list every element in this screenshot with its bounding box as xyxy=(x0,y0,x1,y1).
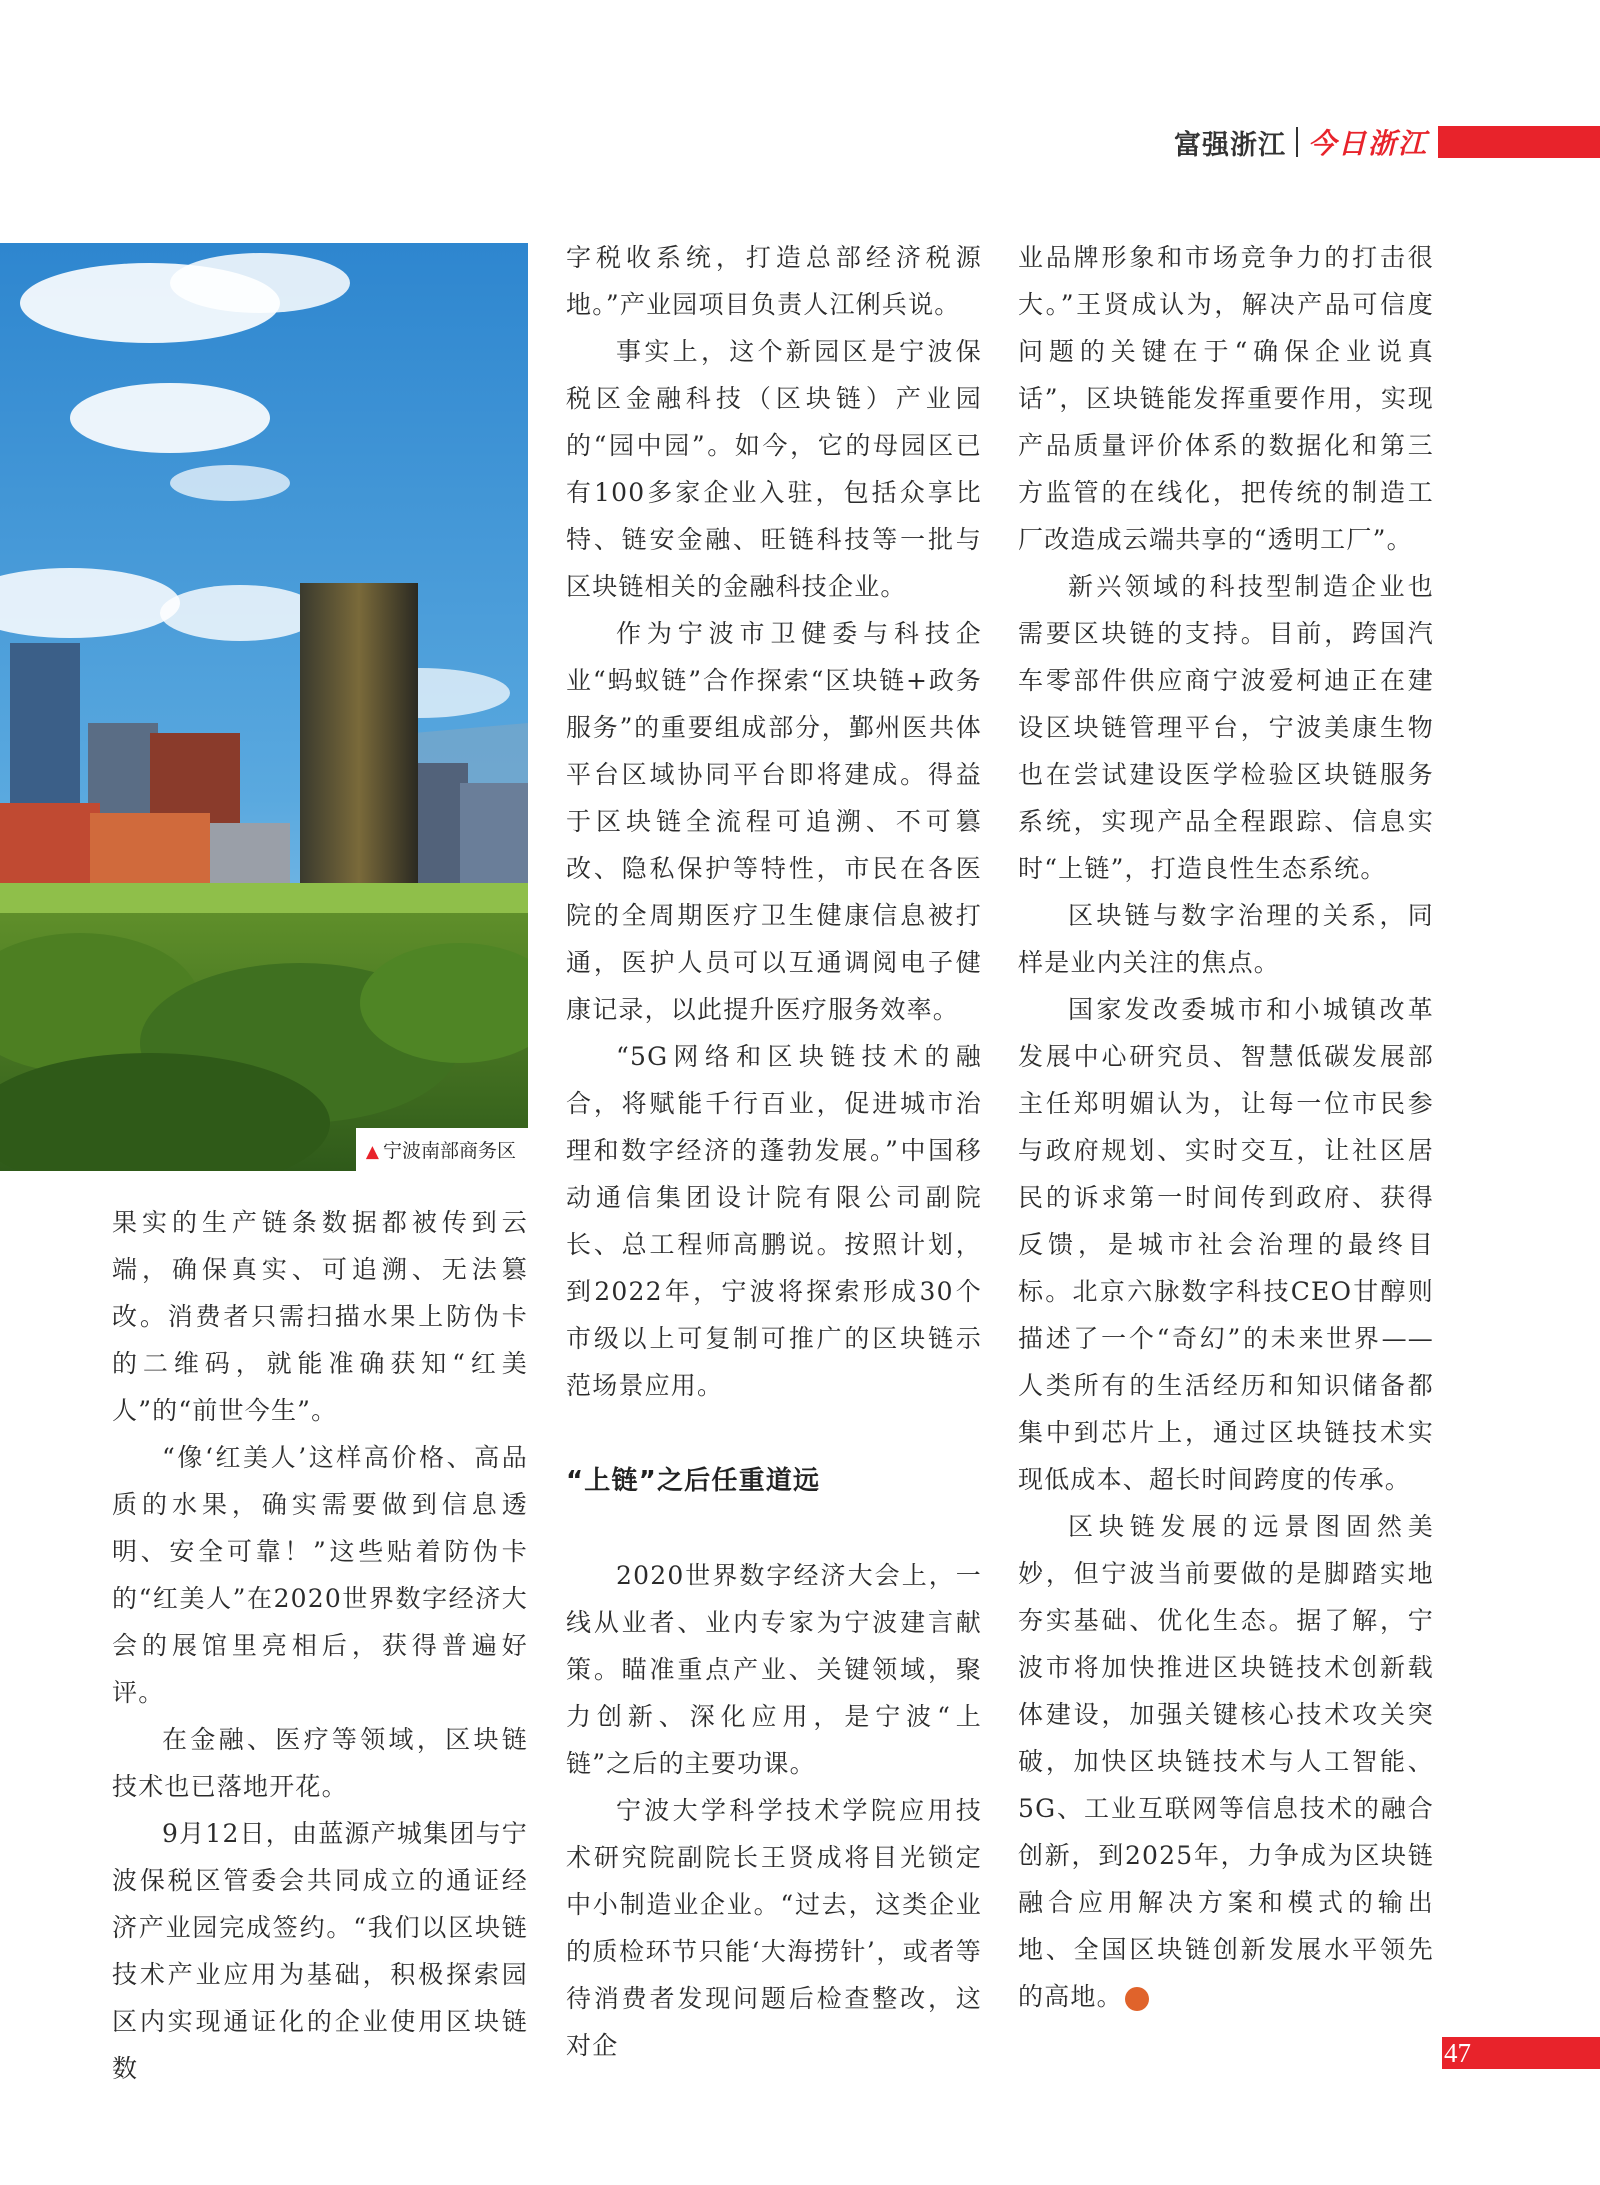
paragraph: 果实的生产链条数据都被传到云端，确保真实、可追溯、无法篡改。消费者只需扫描水果上防伪卡的二维码，就能准确获知“红美人”的“前世今生”。 xyxy=(112,1208,528,1425)
city-photo-illustration xyxy=(0,243,528,1171)
running-header xyxy=(1174,124,1600,160)
paragraph: 国家发改委城市和小城镇改革发展中心研究员、智慧低碳发展部主任郑明媚认为，让每一位市民参与政府规划、实时交互，让社区居民的诉求第一时间传到政府、获得反馈，是城市社会治理的最终目标。北京六脉数字科技CEO甘醇则描述了一个“奇幻”的未来世界——人类所有的生活经历和知识储备都集中到芯片上，通过区块链技术实现低成本、超长时间跨度的传承。 xyxy=(1018,995,1434,1494)
paragraph: 9月12日，由蓝源产城集团与宁波保税区管委会共同成立的通证经济产业园完成签约。“我们以区块链技术产业应用为基础，积极探索园区内实现通证化的企业使用区块链数 xyxy=(112,1819,528,2083)
paragraph: 事实上，这个新园区是宁波保税区金融科技（区块链）产业园的“园中园”。如今，它的母园区已有100多家企业入驻，包括众享比特、链安金融、旺链科技等一批与区块链相关的金融科技企业。 xyxy=(566,337,982,601)
triangle-marker-icon: ▲ xyxy=(365,1142,379,1162)
page-number: 47 xyxy=(1444,2038,1471,2068)
section-title: 富强浙江 xyxy=(1173,129,1286,161)
caption-text: 宁波南部商务区 xyxy=(382,1140,516,1162)
section-subheading: “上链”之后任重道远 xyxy=(566,1466,821,1496)
photo-caption xyxy=(356,1128,528,1171)
paragraph: “5G网络和区块链技术的融合，将赋能千行百业，促进城市治理和数字经济的蓬勃发展。”中国移动通信集团设计院有限公司副院长、总工程师高鹏说。按照计划，到2022年，宁波将探索形成30个市级以上可复制可推广的区块链示范场景应用。 xyxy=(566,1042,982,1400)
paragraph: 新兴领域的科技型制造企业也需要区块链的支持。目前，跨国汽车零部件供应商宁波爱柯迪正在建设区块链管理平台，宁波美康生物也在尝试建设医学检验区块链服务系统，实现产品全程跟踪、信息实时“上链”，打造良性生态系统。 xyxy=(1018,572,1434,883)
paragraph: 区块链与数字治理的关系，同样是业内关注的焦点。 xyxy=(1018,901,1434,977)
paragraph: 作为宁波市卫健委与科技企业“蚂蚁链”合作探索“区块链+政务服务”的重要组成部分，鄞州医共体平台区域协同平台即将建成。得益于区块链全流程可追溯、不可篡改、隐私保护等特性，市民在各医院的全周期医疗卫生健康信息被打通，医护人员可以互通调阅电子健康记录，以此提升医疗服务效率。 xyxy=(566,619,982,1024)
header-red-bar xyxy=(1438,126,1600,158)
city-photo xyxy=(0,243,528,1171)
magazine-logo: 今日浙江 xyxy=(1307,127,1428,160)
text-column-2 xyxy=(566,234,982,2069)
header-divider xyxy=(1296,127,1298,157)
paragraph: 在金融、医疗等领域，区块链技术也已落地开花。 xyxy=(112,1725,528,1801)
paragraph: “像‘红美人’这样高价格、高品质的水果，确实需要做到信息透明、安全可靠！”这些贴着防伪卡的“红美人”在2020世界数字经济大会的展馆里亮相后，获得普遍好评。 xyxy=(112,1443,528,1707)
paragraph: 业品牌形象和市场竞争力的打击很大。”王贤成认为，解决产品可信度问题的关键在于“确保企业说真话”，区块链能发挥重要作用，实现产品质量评价体系的数据化和第三方监管的在线化，把传统的制造工厂改造成云端共享的“透明工厂”。 xyxy=(1018,243,1434,554)
text-column-1 xyxy=(112,1199,528,2092)
final-paragraph-text: 区块链发展的远景图固然美妙，但宁波当前要做的是脚踏实地夯实基础、优化生态。据了解，宁波市将加快推进区块链技术创新载体建设，加强关键核心技术攻关突破，加快区块链技术与人工智能、5G、工业互联网等信息技术的融合创新，到2025年，力争成为区块链融合应用解决方案和模式的输出地、全国区块链创新发展水平领先的高地。 xyxy=(1018,1512,1434,2011)
paragraph: 字税收系统，打造总部经济税源地。”产业园项目负责人江俐兵说。 xyxy=(566,243,982,319)
text-column-3 xyxy=(1018,234,1434,2020)
paragraph: 宁波大学科学技术学院应用技术研究院副院长王贤成将目光锁定中小制造业企业。“过去，这类企业的质检环节只能‘大海捞针’，或者等待消费者发现问题后检查整改，这对企 xyxy=(566,1796,982,2060)
end-mark-icon: 今 xyxy=(1125,1987,1149,2011)
paragraph-final xyxy=(1018,1503,1434,2020)
paragraph: 2020世界数字经济大会上，一线从业者、业内专家为宁波建言献策。瞄准重点产业、关键领域，聚力创新、深化应用，是宁波“上链”之后的主要功课。 xyxy=(566,1561,982,1778)
